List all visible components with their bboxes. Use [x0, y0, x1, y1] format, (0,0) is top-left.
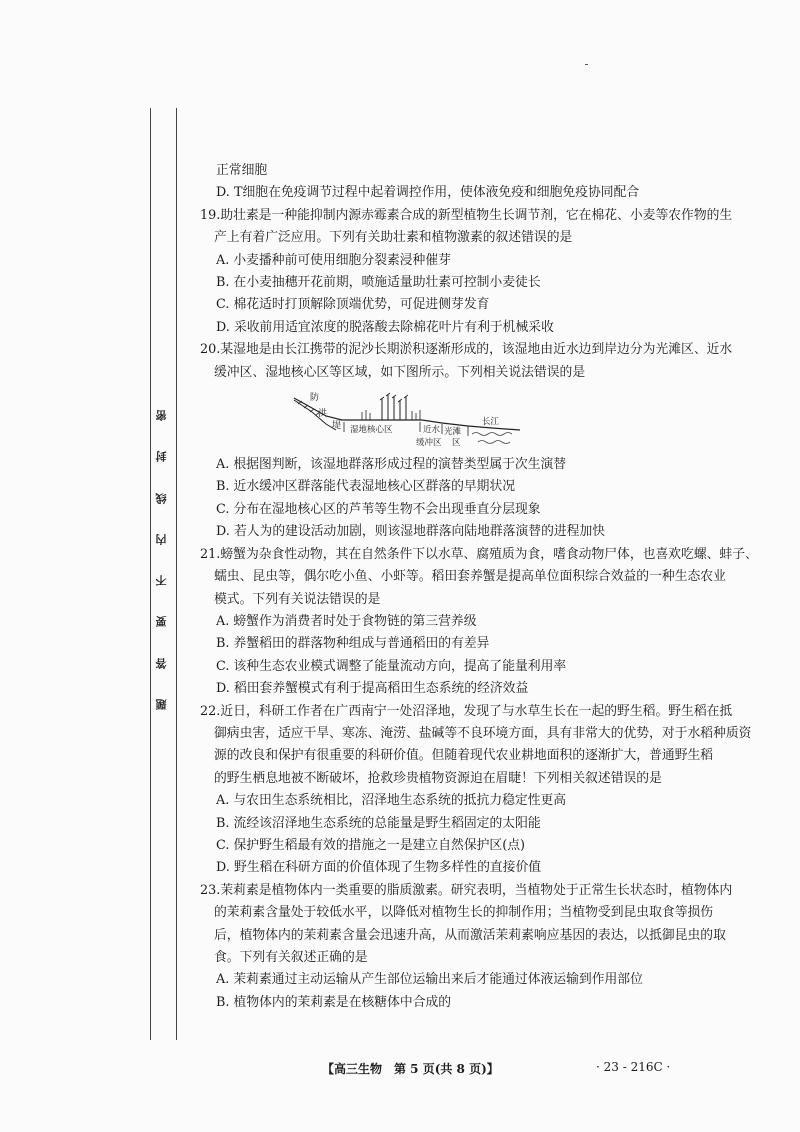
- q22-option-b: B. 流经该沼泽地生态系统的总能量是野生稻固定的太阳能: [216, 815, 541, 831]
- q20-option-b: B. 近水缓冲区群落能代表湿地核心区群落的早期状况: [216, 479, 516, 495]
- label-buffer: 缓冲区: [416, 438, 442, 449]
- footer-page-info: 【高三生物 第 5 页(共 8 页)】: [322, 1062, 499, 1076]
- q22-stem-line4: 的野生栖息地被不断破坏，抢救珍贵植物资源迫在眉睫！下列相关叙述错误的是: [214, 770, 662, 786]
- q23-stem-line1: 23.茉莉素是植物体内一类重要的脂质激素。研究表明，当植物处于正常生长状态时，植物体内: [200, 882, 733, 898]
- label-levee-2: 洪: [318, 409, 328, 420]
- footer-code: · 23 - 216C ·: [596, 1060, 671, 1074]
- q23-stem-line3: 后，植物体内的茉莉素含量会迅速升高，从而激活茉莉素响应基因的表达，以抵御昆虫的取: [214, 927, 726, 943]
- q21-option-b: B. 养蟹稻田的群落物种组成与普通稻田的有差异: [216, 636, 490, 652]
- q19-option-b: B. 在小麦抽穗开花前期，喷施适量助壮素可控制小麦徒长: [216, 275, 541, 291]
- q23-option-a: A. 茉莉素通过主动运输从产生部位运输出来后才能通过体液运输到作用部位: [216, 972, 643, 988]
- q23-stem-line4: 食。下列有关叙述正确的是: [214, 950, 368, 965]
- wetland-diagram: [292, 390, 522, 448]
- binding-margin-line-right: [176, 108, 177, 1040]
- q21-option-a: A. 螃蟹作为消费者时处于食物链的第三营养级: [216, 613, 477, 629]
- q20-option-a: A. 根据图判断，该湿地群落形成过程的演替类型属于次生演替: [216, 457, 567, 473]
- q20-option-c: C. 分布在湿地核心区的芦苇等生物不会出现垂直分层现象: [216, 501, 541, 517]
- label-levee-3: 堤: [332, 421, 342, 432]
- wetland-cross-section: [292, 390, 522, 448]
- q22-option-c: C. 保护野生稻最有效的措施之一是建立自然保护区(点): [216, 837, 525, 853]
- q20-option-d: D. 若人为的建设活动加剧，则该湿地群落向陆地群落演替的进程加快: [216, 524, 606, 540]
- seal-char: 密: [155, 410, 168, 421]
- seal-char: 内: [155, 533, 168, 545]
- label-river: 长江: [482, 417, 500, 428]
- q19-option-a: A. 小麦播种前可使用细胞分裂素浸种催芽: [216, 252, 451, 268]
- q19-option-c: C. 棉花适时打顶解除顶端优势，可促进侧芽发育: [216, 297, 490, 313]
- label-core-zone: 湿地核心区: [350, 425, 393, 436]
- q19-stem-line2: 产上有着广泛应用。下列有关助壮素和植物激素的叙述错误的是: [214, 230, 573, 246]
- label-zone: 区: [452, 438, 461, 449]
- q20-stem-line2: 缓冲区、湿地核心区等区域，如下图所示。下列相关说法错误的是: [214, 364, 586, 380]
- label-near-water: 近水: [423, 425, 441, 436]
- q22-stem-line2: 御病虫害，适应干旱、寒冻、淹涝、盐碱等不良环境方面，具有非常大的优势，对于水稻种质资: [214, 725, 752, 741]
- q19-option-d: D. 采收前用适宜浓度的脱落酸去除棉花叶片有利于机械采收: [216, 319, 554, 335]
- seal-char: 题: [155, 698, 168, 710]
- q22-stem-line3: 源的改良和保护有很重要的科研价值。但随着现代农业耕地面积的逐渐扩大，普通野生稻: [214, 748, 714, 764]
- q21-stem-line3: 模式。下列有关说法错误的是: [214, 591, 381, 607]
- seal-line-notice: [150, 410, 174, 740]
- q23-option-b: B. 植物体内的茉莉素是在核糖体中合成的: [216, 994, 452, 1010]
- seal-char: 答: [155, 657, 168, 669]
- q18-option-c-tail: 正常细胞: [216, 163, 268, 178]
- seal-char: 线: [155, 492, 168, 504]
- label-beach: 光滩: [444, 427, 462, 438]
- q21-option-d: D. 稻田套养蟹模式有利于提高稻田生态系统的经济效益: [216, 681, 529, 697]
- speck-mark: [585, 64, 588, 65]
- q18-option-d: D. T细胞在免疫调节过程中起着调控作用，使体液免疫和细胞免疫协同配合: [216, 185, 640, 201]
- exam-content: [200, 160, 760, 1014]
- seal-char: 要: [155, 616, 168, 628]
- q21-option-c: C. 该种生态农业模式调整了能量流动方向，提高了能量利用率: [216, 658, 567, 674]
- label-levee-1: 防: [310, 393, 320, 404]
- seal-char: 不: [155, 575, 168, 586]
- q23-stem-line2: 的茉莉素含量处于较低水平，以降低对植物生长的抑制作用；当植物受到昆虫取食等损伤: [214, 905, 714, 921]
- q21-stem-line2: 蠕虫、昆虫等，偶尔吃小鱼、小虾等。稻田套养蟹是提高单位面积综合效益的一种生态农业: [214, 569, 726, 585]
- q21-stem-line1: 21.螃蟹为杂食性动物，其在自然条件下以水草、腐殖质为食，嗜食动物尸体，也喜欢吃螺、蚌子、: [200, 546, 758, 562]
- q19-stem-line1: 19.助壮素是一种能抑制内源赤霉素合成的新型植物生长调节剂，它在棉花、小麦等农作物的生: [200, 207, 733, 223]
- q22-option-a: A. 与农田生态系统相比，沼泽地生态系统的抵抗力稳定性更高: [216, 793, 567, 809]
- q20-stem-line1: 20.某湿地是由长江携带的泥沙长期淤积逐渐形成的，该湿地由近水边到岸边分为光滩区、近水: [200, 342, 733, 358]
- seal-char: 封: [155, 451, 168, 463]
- q22-option-d: D. 野生稻在科研方面的价值体现了生物多样性的直接价值: [216, 860, 542, 876]
- q22-stem-line1: 22.近日，科研工作者在广西南宁一处沼泽地，发现了与水草生长在一起的野生稻。野生稻在抵: [200, 703, 733, 719]
